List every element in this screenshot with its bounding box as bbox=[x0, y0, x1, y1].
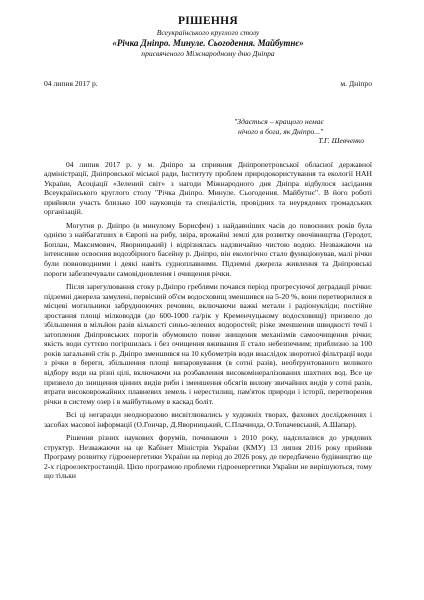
epigraph bbox=[234, 117, 372, 146]
paragraph: Рішення різних наукових форумів, починаючи з 2010 року, надсилалися до урядових структур. Незважаючи на це Кабінет Міністрів України (КМУ) 13 липня 2016 року прийняв Програму розвитку гідроенергетики України на період до 2026 року, де передбачено будівництво ще 2-х гідроелектростанцій. Цією програмою проблеми гідроенергетики України не вирішуються, тому що тільки bbox=[44, 433, 372, 481]
document-body bbox=[44, 160, 372, 482]
epigraph-line: "Здається – кращого немає bbox=[234, 117, 324, 126]
dateline bbox=[44, 79, 372, 91]
paragraph: 04 липня 2017 р. у м. Дніпро за сприяння Дніпропетровської обласної державної адміністрації, Дніпровської міської ради, Інституту проблем природокористування та екології НАН України, Асоціації «Зелений світ» з нагоди Міжнародного дня Дніпра відбулося засідання Всеукраїнського круглого столу "Річка Дніпро. Минуле. Сьогодення. Майбутнє". В його роботі прийняли участь близько 100 науковців та спеціалістів, провідних та неурядових громадських організацій. bbox=[44, 159, 372, 217]
document-title: РІШЕННЯ bbox=[177, 15, 239, 27]
event-name: «Річка Дніпро. Минуле. Сьогодення. Майбутнє» bbox=[112, 37, 304, 48]
dedication: присвяченого Міжнародному дню Дніпра bbox=[141, 48, 275, 58]
epigraph-line: нічого в бога, як Дніпро..." bbox=[238, 126, 324, 136]
epigraph-author: Т.Г. Шевченко bbox=[318, 136, 364, 145]
document-city: м. Дніпро bbox=[340, 79, 372, 88]
paragraph: Могутня р. Дніпро (в минулому Борисфен) з найдавніших часів до повоєнних років була однією з найбагатших в Європі на рибу, звіра, врожайні землі для розвитку овочівництва (Геродот, Боплан, Максимович, Яворницький) і відрізнялась надзвичайно чистою водою. Незважаючи на інтенсивне освоєння водозбірного басейну р. Дніпро, він екологічно стало функціонував, малі річки були повноводними і деякі навіть судноплавними. Підземні джерела живлення та Дніпровські пороги забезпечували самовідновлення і очищення річки. bbox=[44, 220, 372, 278]
document-subtitle: Всеукраїнського круглого столу bbox=[156, 28, 260, 37]
paragraph: Після зарегулювання стоку р.Дніпро греблями почався період прогресуючої деградації річки: підземні джерела замулені, первісний об'єм водосховищ зменшився на 5-20 %, вони перетворилися в місцеві могильники забруднюючих речовин, включаючи важкі метали і радіонукліди; постійне зростання площі мілководдя (до 600-1000 га/рік у Кременчуцькому водосховищі) призвело до збільшення в мільйон разів кількості синьо-зелених водоростей; різке зменшення швидкості течії і затоплення Дніпровських порогів обумовило повне знищення механізмів самоочищення річки; якість води суттєво погіршилась і без очищення вживання її стало небезпечним; приблизно за 100 років загальний стік р. Дніпро зменшився на 10 кубометрів води внаслідок зворотної фільтрації води з річки в береги, збільшення площі випаровування (в сотні разів), необґрунтованого великого відбору води на різні цілі, включаючи на розбавлення високомінералізованих шахтних вод. Все це призвело до знищення цінних видів риби і зменшення обсягів вилову звичайних видів у сотні разів, втрати високоврожайних плавневих земель і нерестилищ, пам'яток природи і історії, перетворення річки в систему озер і в майбутньому в каскад боліт. bbox=[44, 282, 372, 406]
document-date: 04 липня 2017 р. bbox=[44, 79, 98, 88]
paragraph: Всі ці негаразди неодноразово висвітлювались у художніх творах, фахових дослідженнях і засобах масової інформації (О.Гончар, Д.Яворницький, С.Плачинда, О.Топачевський, А.Шапар). bbox=[44, 410, 372, 429]
